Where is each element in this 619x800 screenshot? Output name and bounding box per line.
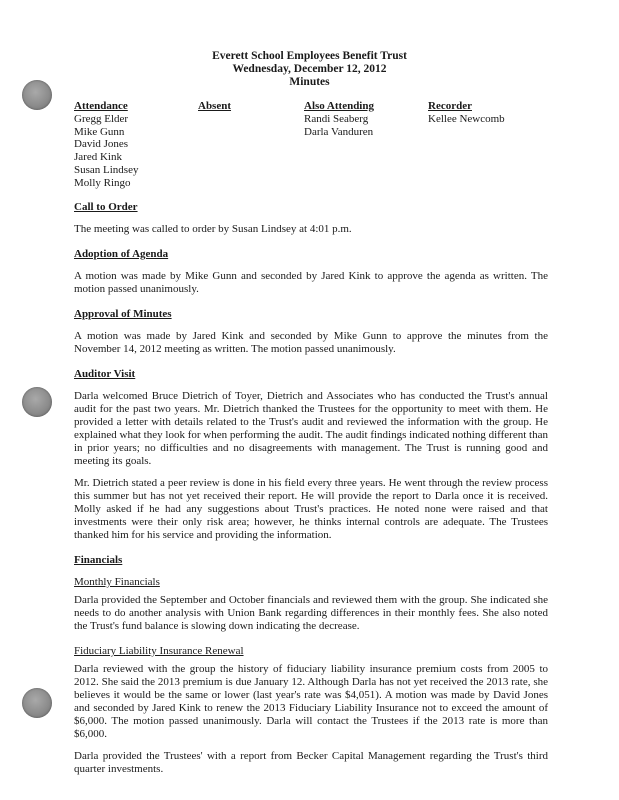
monthly-financials-heading: Monthly Financials [74, 576, 160, 588]
auditor-visit-heading: Auditor Visit [74, 368, 136, 380]
fiduciary-liability-heading: Fiduciary Liability Insurance Renewal [74, 645, 244, 657]
approval-of-minutes-heading: Approval of Minutes [74, 308, 172, 320]
fiduciary-liability-text: Darla reviewed with the group the history of fiduciary liability insurance premium costs from 2005 to 2012. She said the 2013 premium is due January 12. Although Darla has not yet received the 2013 rate, she believes it would be the same or lower (last year's rate was $4,051). A motion was made by David Jones and seconded by Jared Kink to renew the 2013 Fiduciary Liability Insurance not to exceed the amount of $6,000. The motion passed unanimously. Darla will contact the Trustees if the 2013 rate is more than $6,000. [74, 663, 548, 740]
absent-column [198, 100, 231, 113]
document-type: Minutes [289, 76, 330, 88]
adoption-of-agenda-heading: Adoption of Agenda [74, 248, 169, 260]
punch-hole-bottom [22, 688, 52, 718]
financials-heading: Financials [74, 554, 123, 566]
attendee-name: Jared Kink [74, 151, 122, 164]
also-attending-heading: Also Attending [304, 100, 374, 112]
attendee-name: Mike Gunn [74, 125, 125, 138]
recorder-heading: Recorder [428, 100, 472, 112]
attendee-name: Susan Lindsey [74, 163, 139, 176]
recorder-name: Kellee Newcomb [428, 112, 505, 125]
attendance-column [74, 100, 138, 190]
auditor-visit-paragraph-2: Mr. Dietrich stated a peer review is done in his field every three years. He went through the review process this summer but has not yet received their report. He will provide the report to Darla once it is received. Molly asked if he had any suggestions about Trust's practices. He noted none were raised and that investments were their only risk area; however, he thinks internal controls are adequate. The Trustees thanked him for his service and providing the information. [74, 477, 548, 541]
organization-title: Everett School Employees Benefit Trust [212, 50, 407, 62]
approval-of-minutes-text: A motion was made by Jared Kink and seconded by Mike Gunn to approve the minutes from the November 14, 2012 meeting as written. The motion passed unanimously. [74, 330, 548, 355]
absent-heading: Absent [198, 100, 232, 112]
becker-report-text: Darla provided the Trustees' with a report from Becker Capital Management regarding the Trust's third quarter investments. [74, 750, 548, 775]
attendee-name: Molly Ringo [74, 176, 131, 189]
also-attending-name: Darla Vanduren [304, 125, 374, 138]
monthly-financials-text: Darla provided the September and October financials and reviewed them with the group. She indicated she needs to do another analysis with Union Bank regarding differences in their monthly fees. She also noted the Trust's fund balance is slowing down indicating the decrease. [74, 594, 548, 632]
recorder-column [428, 100, 505, 126]
attendee-name: David Jones [74, 138, 129, 151]
attendee-name: Gregg Elder [74, 112, 129, 125]
adoption-of-agenda-text: A motion was made by Mike Gunn and seconded by Jared Kink to approve the agenda as written. The motion passed unanimously. [74, 270, 548, 295]
also-attending-column [304, 100, 374, 138]
minutes-body [74, 201, 548, 785]
meeting-date: Wednesday, December 12, 2012 [232, 63, 387, 75]
document-header [0, 50, 619, 89]
call-to-order-heading: Call to Order [74, 201, 138, 213]
punch-hole-middle [22, 387, 52, 417]
auditor-visit-paragraph-1: Darla welcomed Bruce Dietrich of Toyer, Dietrich and Associates who has conducted the Trust's annual audit for the past two years. Mr. Dietrich thanked the Trustees for the opportunity to meet with them. He provided a letter with details related to the Trust's audit and reviewed the information with the group. He explained what they look for when performing the audit. The audit findings indicated nothing different than in prior years; no difficulties and no disagreements with management. The Trust is running good and meeting its goals. [74, 390, 548, 467]
call-to-order-text: The meeting was called to order by Susan Lindsey at 4:01 p.m. [74, 223, 352, 235]
also-attending-name: Randi Seaberg [304, 112, 369, 125]
attendance-heading: Attendance [74, 100, 128, 112]
